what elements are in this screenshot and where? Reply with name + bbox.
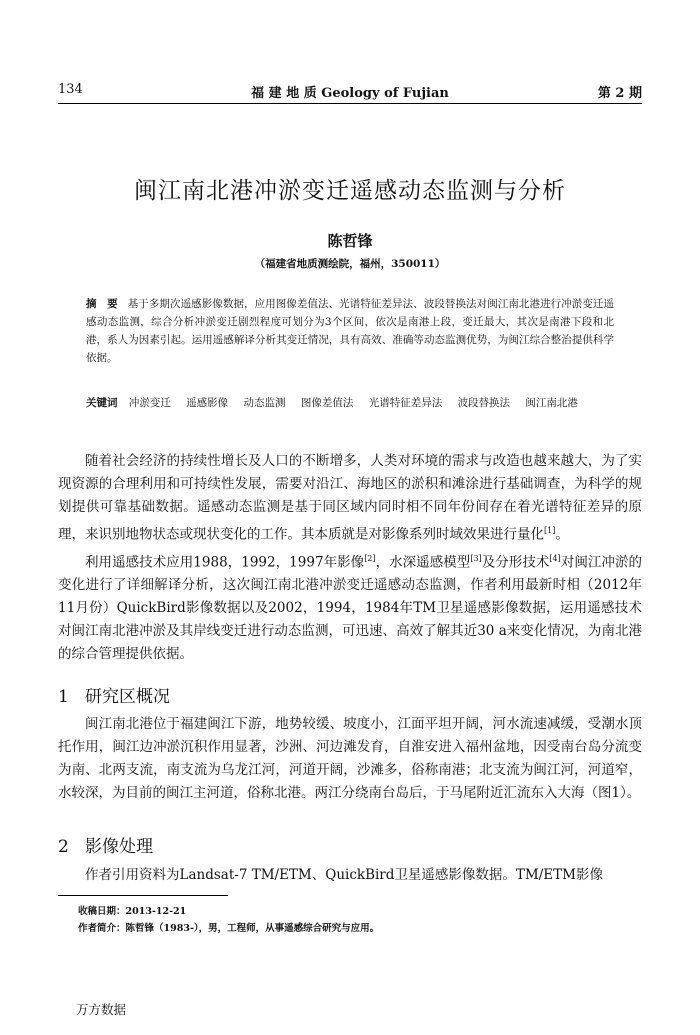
section-heading xyxy=(58,682,170,707)
section-title: 研究区概况 xyxy=(85,687,171,707)
paragraph: 利用遥感技术应用1988，1992，1997年影像[2]，水深遥感模型[3]及分形技术[4]对闽江冲淤的变化进行了详细解译分析，这次闽江南北港冲淤变迁遥感动态监测，作者利用最新时相（2012年11月份）QuickBird影像数据以及2002，1994，1984年TM卫星遥感影像数据，运用遥感技术对闽江南北港冲淤及其岸线变迁进行动态监测，可迅速、高效了解其近30 a来变化情况，为南北港的综合管理提供依据。 xyxy=(58,553,642,662)
keyword: 图像差值法 xyxy=(300,397,354,409)
paragraph: 闽江南北港位于福建闽江下游，地势较缓、坡度小，江面平坦开阔，河水流速减缓，受潮水顶托作用，闽江边冲淤沉积作用显著，沙洲、河边滩发育，自淮安进入福州盆地，因受南台岛分流变为南、北两支流，南支流为乌龙江河，河道开阔，沙滩多，俗称南港；北支流为闽江河，河道窄，水较深，为目前的闽江主河道，俗称北港。两江分绕南台岛后，于马尾附近汇流东入大海（图1）。 xyxy=(58,716,642,801)
author-affiliation: （福建省地质测绘院，福州，350011） xyxy=(254,258,446,270)
citation: [1] xyxy=(544,526,556,535)
keyword: 光谱特征差异法 xyxy=(368,397,443,409)
issue-number: 第 2 期 xyxy=(597,86,642,101)
keyword: 动态监测 xyxy=(243,397,286,409)
section-number: 2 xyxy=(58,837,69,857)
section-2-body xyxy=(58,864,642,887)
keywords-label: 关键词 xyxy=(86,397,118,409)
page-number: 134 xyxy=(58,82,83,97)
keyword: 遥感影像 xyxy=(186,397,229,409)
abstract-label: 摘 要 xyxy=(86,298,118,310)
section-title: 影像处理 xyxy=(85,837,154,857)
keyword: 冲淤变迁 xyxy=(128,397,171,409)
abstract xyxy=(86,295,614,367)
footnote-rule xyxy=(58,895,228,896)
paragraph: 随着社会经济的持续性增长及人口的不断增多，人类对环境的需求与改造也越来越大，为了实现资源的合理利用和可持续性发展，需要对沿江、海地区的淤积和滩涂进行基础调查，为科学的规划提供可靠基础数据。遥感动态监测是基于同区域内同时相不同年份间存在着光谱特征差异的原理，来识别地物状态或现状变化的工作。其本质就是对影像系列时域效果进行量化[1]。 xyxy=(58,453,642,543)
article-title: 闽江南北港冲淤变迁遥感动态监测与分析 xyxy=(134,178,566,204)
running-header xyxy=(58,82,642,104)
journal-name: 福 建 地 质 Geology of Fujian xyxy=(251,86,449,101)
footnote xyxy=(78,903,379,937)
section-heading xyxy=(58,832,153,857)
citation: [2] xyxy=(364,553,376,563)
keyword: 闽江南北港 xyxy=(525,397,578,409)
received-date: 2013-12-21 xyxy=(125,906,187,917)
author-name: 陈哲锋 xyxy=(327,232,373,250)
author-info-label: 作者简介： xyxy=(78,923,126,934)
abstract-text: 基于多期次遥感影像数据，应用图像差值法、光谱特征差异法、波段替换法对闽江南北港进行冲淤变迁遥感动态监测，综合分析冲淤变迁剧烈程度可划分为3个区间，依次是南港上段，变迁最大，其次是南港下段和北港，系人为因素引起。运用遥感解译分析其变迁情况，具有高效、准确等动态监测优势，为闽江综合整治提供科学依据。 xyxy=(86,298,614,364)
section-number: 1 xyxy=(58,687,69,707)
header-rule xyxy=(58,103,642,104)
citation: [4] xyxy=(549,553,561,563)
introduction xyxy=(58,450,642,666)
section-1-body xyxy=(58,713,642,805)
received-label: 收稿日期： xyxy=(78,906,126,917)
author-info: 陈哲锋（1983-），男，工程师，从事遥感综合研究与应用。 xyxy=(125,923,380,934)
citation: [3] xyxy=(470,553,482,563)
watermark: 万方数据 xyxy=(76,1002,127,1017)
keywords xyxy=(86,394,614,412)
keyword: 波段替换法 xyxy=(457,397,511,409)
paragraph: 作者引用资料为Landsat-7 TM/ETM、QuickBird卫星遥感影像数据。TM/ETM影像 xyxy=(85,867,603,883)
